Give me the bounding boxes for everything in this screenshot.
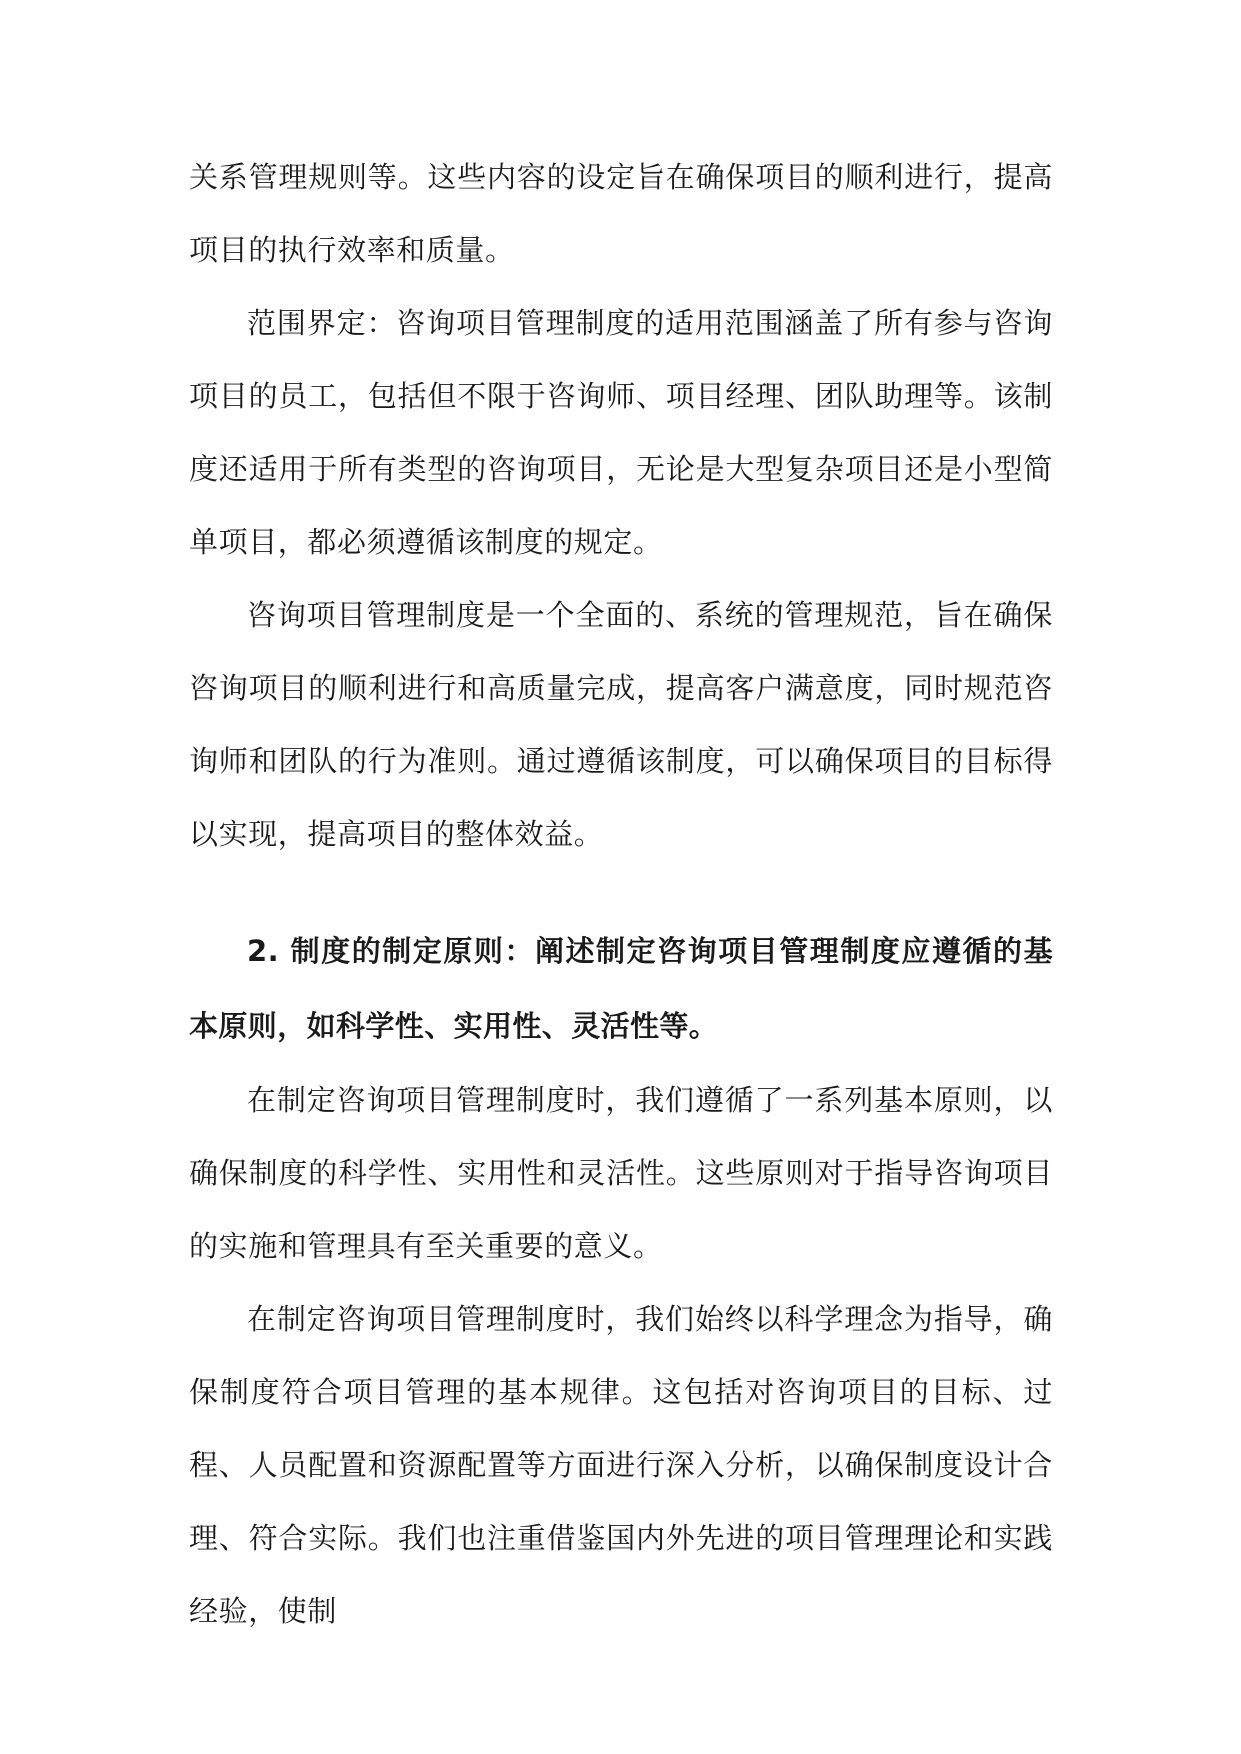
paragraph-principles-intro: 在制定咨询项目管理制度时，我们遵循了一系列基本原则，以确保制度的科学性、实用性和灵活性。这些原则对于指导咨询项目的实施和管理具有至关重要的意义。 [189,1083,1053,1263]
section-heading: 2. 制度的制定原则：阐述制定咨询项目管理制度应遵循的基本原则，如科学性、实用性、灵活性等。 [189,934,1053,1043]
paragraph-scope-definition: 范围界定：咨询项目管理制度的适用范围涵盖了所有参与咨询项目的员工，包括但不限于咨询师、项目经理、团队助理等。该制度还适用于所有类型的咨询项目，无论是大型复杂项目还是小型简单项目，都必须遵循该制度的规定。 [189,306,1053,559]
paragraph-continuation: 关系管理规则等。这些内容的设定旨在确保项目的顺利进行，提高项目的执行效率和质量。 [189,160,1053,267]
paragraph-system-summary: 咨询项目管理制度是一个全面的、系统的管理规范，旨在确保咨询项目的顺利进行和高质量完成，提高客户满意度，同时规范咨询师和团队的行为准则。通过遵循该制度，可以确保项目的目标得以实现，提高项目的整体效益。 [189,598,1053,851]
document-page [189,141,1053,1648]
paragraph-scientific-principle: 在制定咨询项目管理制度时，我们始终以科学理念为指导，确保制度符合项目管理的基本规律。这包括对咨询项目的目标、过程、人员配置和资源配置等方面进行深入分析，以确保制度设计合理、符合实际。我们也注重借鉴国内外先进的项目管理理论和实践经验，使制 [189,1302,1053,1628]
